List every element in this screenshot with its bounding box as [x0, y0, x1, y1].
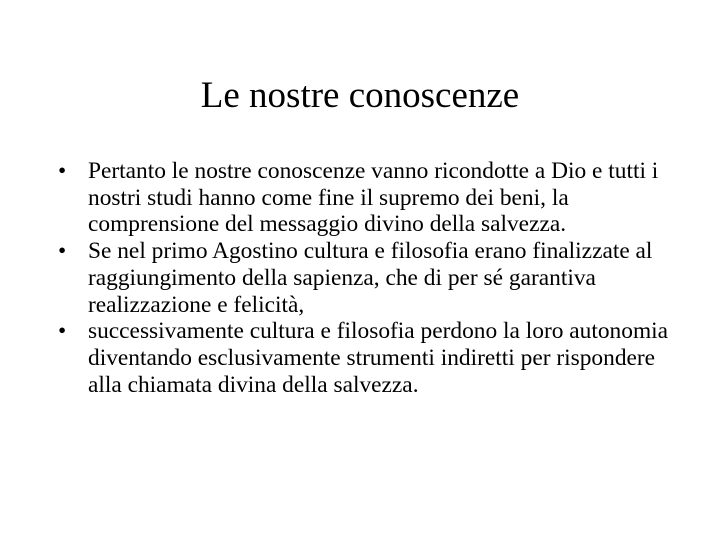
- bullet-marker: •: [58, 238, 67, 265]
- bullet-marker: •: [58, 318, 67, 345]
- bullet-item: [58, 158, 688, 238]
- bullet-text: Pertanto le nostre conoscenze vanno ricondotte a Dio e tutti i nostri studi hanno come fine il supremo dei beni, la comprensione del messaggio divino della salvezza.: [88, 158, 659, 238]
- bullet-list: [58, 158, 688, 398]
- bullet-text: successivamente cultura e filosofia perdono la loro autonomia diventando esclusivamente strumenti indiretti per rispondere alla chiamata divina della salvezza.: [88, 318, 669, 398]
- slide-title: Le nostre conoscenze: [200, 75, 520, 116]
- bullet-item: [58, 238, 688, 318]
- bullet-text: Se nel primo Agostino cultura e filosofia erano finalizzate al raggiungimento della sapienza, che di per sé garantiva realizzazione e felicità,: [88, 238, 653, 318]
- bullet-marker: •: [58, 158, 67, 184]
- bullet-item: [58, 318, 688, 398]
